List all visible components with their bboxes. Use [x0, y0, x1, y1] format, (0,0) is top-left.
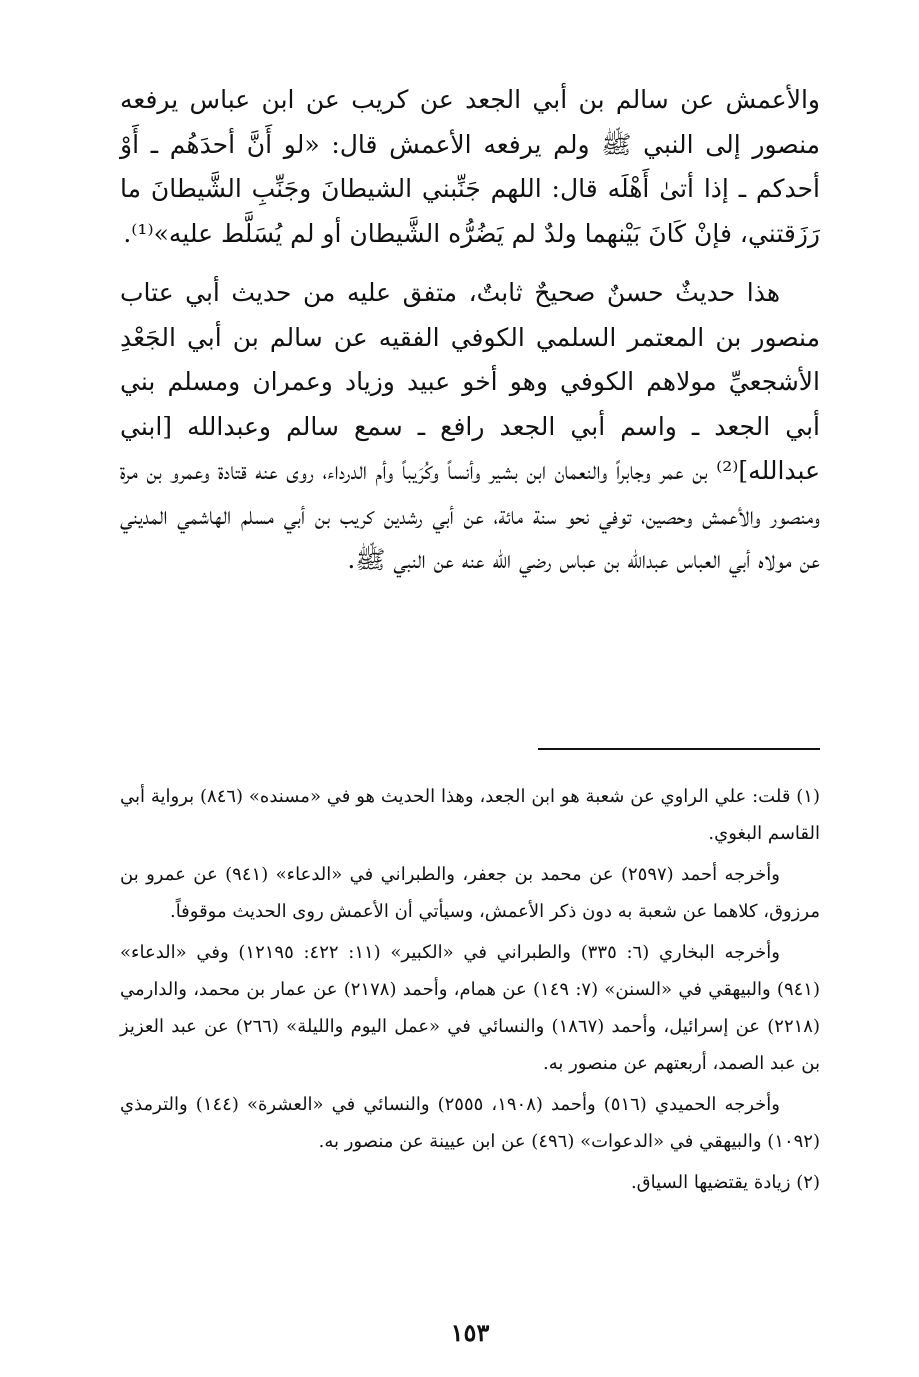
main-paragraph-1: والأعمش عن سالم بن أبي الجعد عن كريب عن ابن عباس يرفعه منصور إلى النبي ﷺ ولم يرفعه الأعمش قال: «لو أَنَّ أحدَهُم ـ أَوْ أحدكم ـ إذا أتىٰ أَهْلَه قال: اللهم جَنِّبني الشيطانَ وجَنِّبِ الشَّيطانَ ما رَزَقتني، فإنْ كَانَ بَيْنهما ولدٌ لم يَضُرُّه الشَّيطان أو لم يُسَلَّط عليه»⁽¹⁾.: [120, 85, 820, 248]
footnote-1: (١) قلت: علي الراوي عن شعبة هو ابن الجعد، وهذا الحديث هو في «مسنده» (٨٤٦) برواية أبي القاسم البغوي.: [120, 786, 820, 844]
page-number: ١٥٣: [450, 1318, 490, 1347]
main-text: [120, 78, 820, 583]
footnote-2: (٢) زيادة يقتضيها السياق.: [630, 1172, 820, 1193]
book-page: [120, 78, 821, 1347]
footnote-1-cont-b: وأخرجه البخاري (٦: ٣٣٥) والطبراني في «الكبير» (١١: ٤٢٢: ١٢١٩٥) وفي «الدعاء» (٩٤١) والبيهقي في «السنن» (٧: ١٤٩) عن همام، وأحمد (٢١٧٨) عن عمار بن محمد، والدارمي (٢٢١٨) عن إسرائيل، وأحمد (١٨٦٧) والنسائي في «عمل اليوم والليلة» (٢٦٦) عن عبد العزيز بن عبد الصمد، أربعتهم عن منصور به.: [120, 942, 821, 1074]
footnote-separator: [538, 748, 820, 750]
footnote-1-cont-c: وأخرجه الحميدي (٥١٦) وأحمد (١٩٠٨، ٢٥٥٥) والنسائي في «العشرة» (١٤٤) والترمذي (١٠٩٢) والبيهقي في «الدعوات» (٤٩٦) عن ابن عيينة عن منصور به.: [120, 1094, 820, 1152]
footnotes: [120, 778, 820, 1205]
footnote-1-cont-a: وأخرجه أحمد (٢٥٩٧) عن محمد بن جعفر، والطبراني في «الدعاء» (٩٤١) عن عمرو بن مرزوق، كلاهما عن شعبة به دون ذكر الأعمش، وسيأتي أن الأعمش روى الحديث موقوفاً.: [120, 864, 820, 922]
main-paragraph-2: هذا حديثٌ حسنٌ صحيحٌ ثابتٌ، متفق عليه من حديث أبي عتاب منصور بن المعتمر السلمي الكوفي الفقيه عن سالم بن أبي الجَعْدِ الأشجعيِّ مولاهم الكوفي وهو أخو عبيد وزياد وعمران ومسلم بني أبي الجعد ـ واسم أبي الجعد رافع ـ سمع سالم وعبدالله [ابني عبدالله]⁽²⁾ بن عمر وجابراً والنعمان ابن بشير وأنساً وكُرَيباً وأم الدرداء، روى عنه قتادة وعمرو بن مرة ومنصور والأعمش وحصين، توفي نحو سنة مائة، عن أبي رشدين كريب بن أبي مسلم الهاشمي المديني عن مولاه أبي العباس عبدالله بن عباس رضي الله عنه عن النبي ﷺ.: [120, 278, 820, 574]
